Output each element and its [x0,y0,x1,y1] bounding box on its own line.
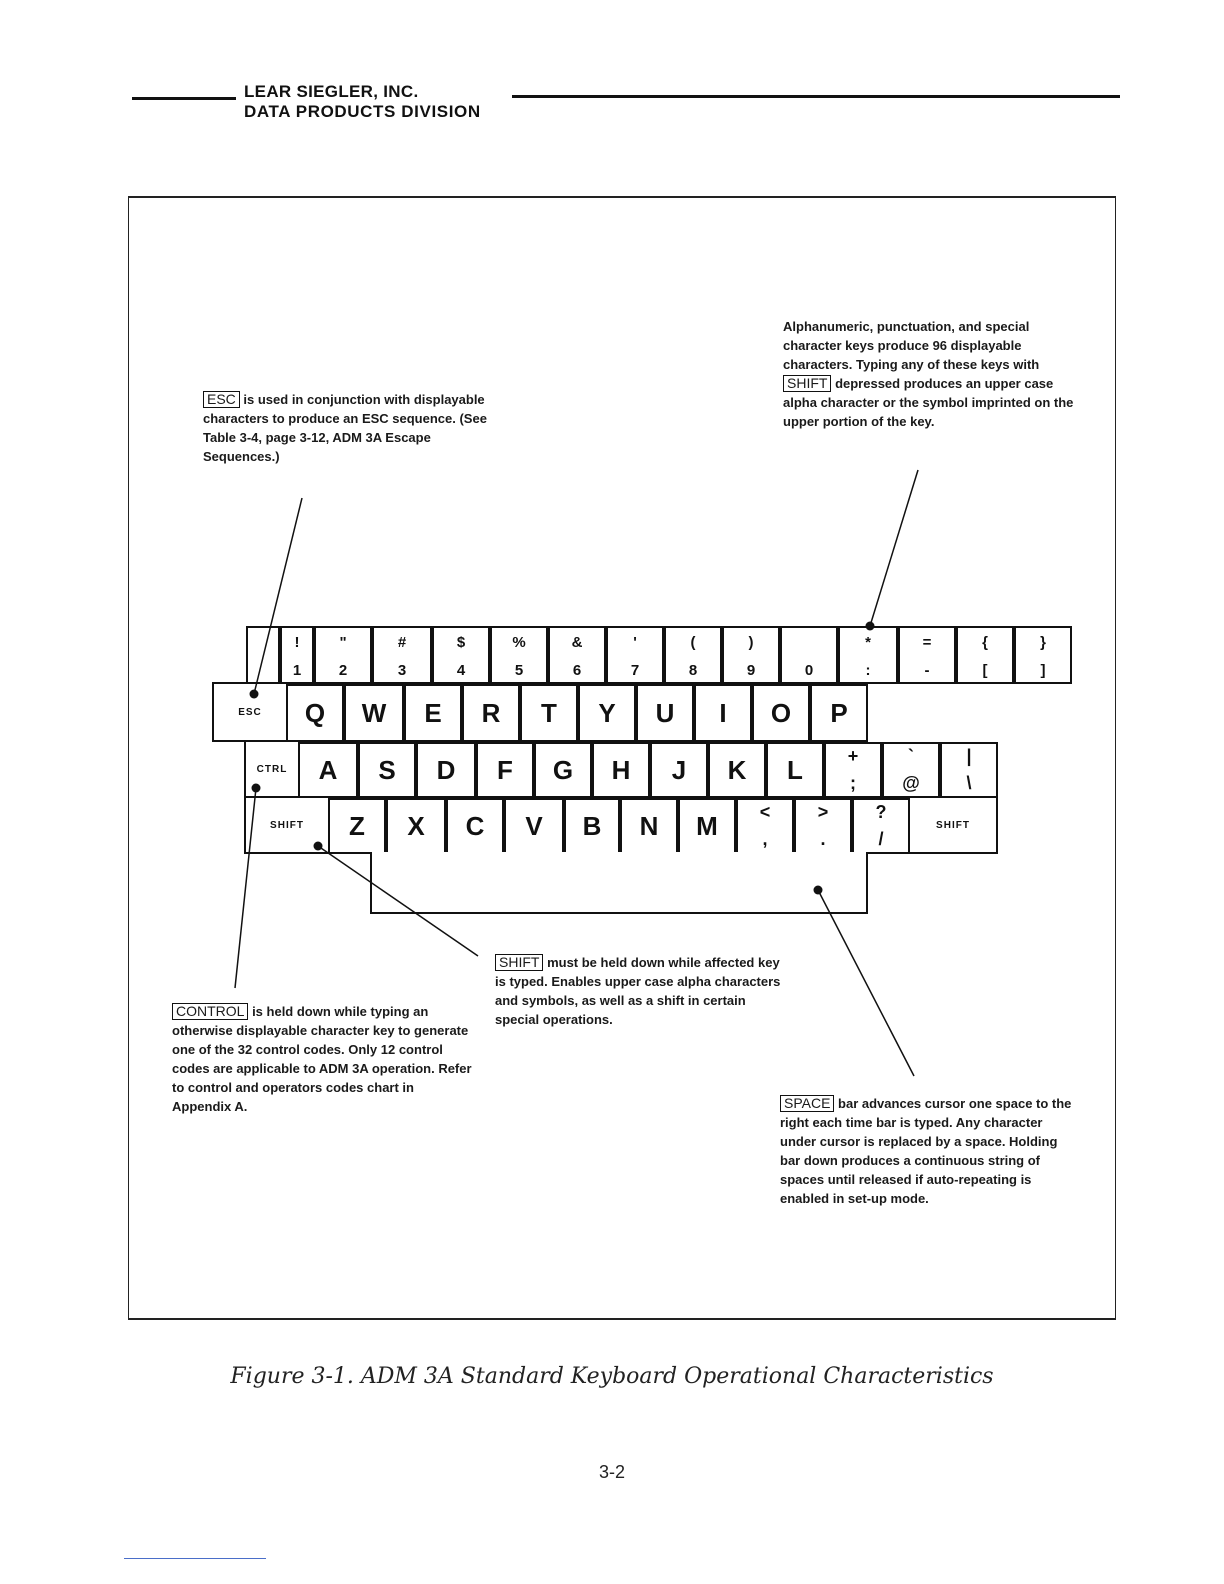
key-v-label: V [525,810,543,841]
key-colon-lower: : [865,662,871,679]
key-2-upper: " [339,634,347,651]
key-right-bracket-lower: ] [1040,662,1046,679]
esc-note-text: is used in conjunction with displayable characters to produce an ESC sequence. (See Table 3-4, page 3-12, ADM 3A Escape Sequences.) [203,392,487,464]
key-comma-lower: , [762,829,768,849]
key-7-lower: 7 [630,662,640,679]
key-9-upper: ) [748,634,754,651]
key-2-lower: 2 [338,662,348,679]
key-q-label: Q [304,697,326,728]
key-left-bracket-lower: [ [982,662,988,679]
key-period-upper: > [817,802,829,822]
key-semicolon-upper: + [847,746,859,766]
key-ctrl-label: CTRL [256,763,288,775]
key-4-upper: $ [456,634,466,651]
key-3-upper: # [397,634,407,651]
key-c-label: C [465,810,485,841]
alpha-leader-line [870,470,918,626]
key-n-label: N [639,810,659,841]
key-6-upper: & [571,634,583,651]
space-note-text: bar advances cursor one space to the right each time bar is typed. Any character under cursor is replaced by a space. Holding bar down produces a continuous string of spaces until released if auto-repeating is enabled in set-up mode. [780,1096,1072,1206]
alpha-leader-dot [866,622,875,631]
key-0-lower: 0 [804,662,814,679]
key-t-label: T [541,697,557,728]
esc-leader-dot [250,690,259,699]
key-y-label: Y [598,697,616,728]
key-6-lower: 6 [572,662,582,679]
key-b-label: B [582,810,602,841]
key-k-label: K [727,754,747,785]
key-minus-upper: = [922,634,932,651]
key-m-label: M [696,810,718,841]
key-j-label: J [671,754,687,785]
esc-leader-line [254,498,302,694]
key-h-label: H [611,754,631,785]
key-a-label: A [318,754,338,785]
esc-key-label: ESC [203,391,240,408]
key-z-label: Z [349,810,365,841]
shift-note-text: must be held down while affected key is typed. Enables upper case alpha characters and symbols, as well as a shift in certain special operations. [495,955,781,1027]
space-leader-dot [814,886,823,895]
shift-leader-dot [314,842,323,851]
key-e-label: E [424,697,442,728]
key-minus-lower: - [924,662,930,679]
space-key-label: SPACE [780,1095,834,1112]
key-5-upper: % [512,634,526,651]
key-4-lower: 4 [456,662,466,679]
key-l-label: L [787,754,803,785]
key-1-upper: ! [294,634,300,651]
shift-leader-line [318,846,478,956]
space-leader-line [818,890,914,1076]
page-number: 3-2 [598,1462,625,1482]
key-5-lower: 5 [514,662,524,679]
key-d-label: D [436,754,456,785]
key-f-label: F [497,754,513,785]
key-x-label: X [407,810,425,841]
shift-note-key-label: SHIFT [495,954,543,971]
footer-rule [124,1558,266,1559]
key-at-lower: @ [902,773,920,793]
key-shift-left-label: SHIFT [270,819,304,831]
key-8-upper: ( [690,634,696,651]
control-leader-dot [252,784,261,793]
key-s-label: S [378,754,396,785]
alphanumeric-note-text-after: depressed produces an upper case alpha character or the symbol imprinted on the upper portion of the key. [783,376,1074,429]
key-slash-lower: / [878,829,884,849]
key-backslash-upper: | [966,746,972,766]
alphanumeric-note-text-before: Alphanumeric, punctuation, and special character keys produce 96 displayable characters. Typing any of these keys with [783,319,1040,372]
key-colon-upper: * [865,634,871,651]
control-note-text: is held down while typing an otherwise displayable character key to generate one of the 32 control codes. Only 12 control codes are applicable to ADM 3A operation. Refer to control and operators codes chart in Appendix A. [172,1004,472,1114]
division-name: DATA PRODUCTS DIVISION [244,102,481,121]
key-shift-right-label: SHIFT [936,819,970,831]
key-r-label: R [481,697,501,728]
control-key-label: CONTROL [172,1003,248,1020]
key-esc-label: ESC [238,706,262,718]
key-7-upper: ' [633,634,637,651]
key-g-label: G [552,754,574,785]
key-u-label: U [655,697,675,728]
key-9-lower: 9 [746,662,756,679]
key-left-bracket-upper: { [982,634,988,651]
control-leader-line [235,788,256,988]
key-8-lower: 8 [688,662,698,679]
company-name: LEAR SIEGLER, INC. [244,82,419,101]
key-at-upper: ` [908,746,914,766]
key-semicolon-lower: ; [850,773,856,793]
key-o-label: O [770,697,792,728]
key-i-label: I [719,697,727,728]
key-1-lower: 1 [292,662,302,679]
shift-key-label: SHIFT [783,375,831,392]
figure-caption: Figure 3-1. ADM 3A Standard Keyboard Operational Characteristics [230,1364,994,1389]
key-right-bracket-upper: } [1040,634,1046,651]
key-p-label: P [830,697,848,728]
key-backslash-lower: \ [966,773,972,793]
key-comma-upper: < [759,802,771,822]
key-period-lower: . [820,829,826,849]
key-slash-upper: ? [875,802,887,822]
key-3-lower: 3 [397,662,407,679]
key-w-label: W [361,697,387,728]
